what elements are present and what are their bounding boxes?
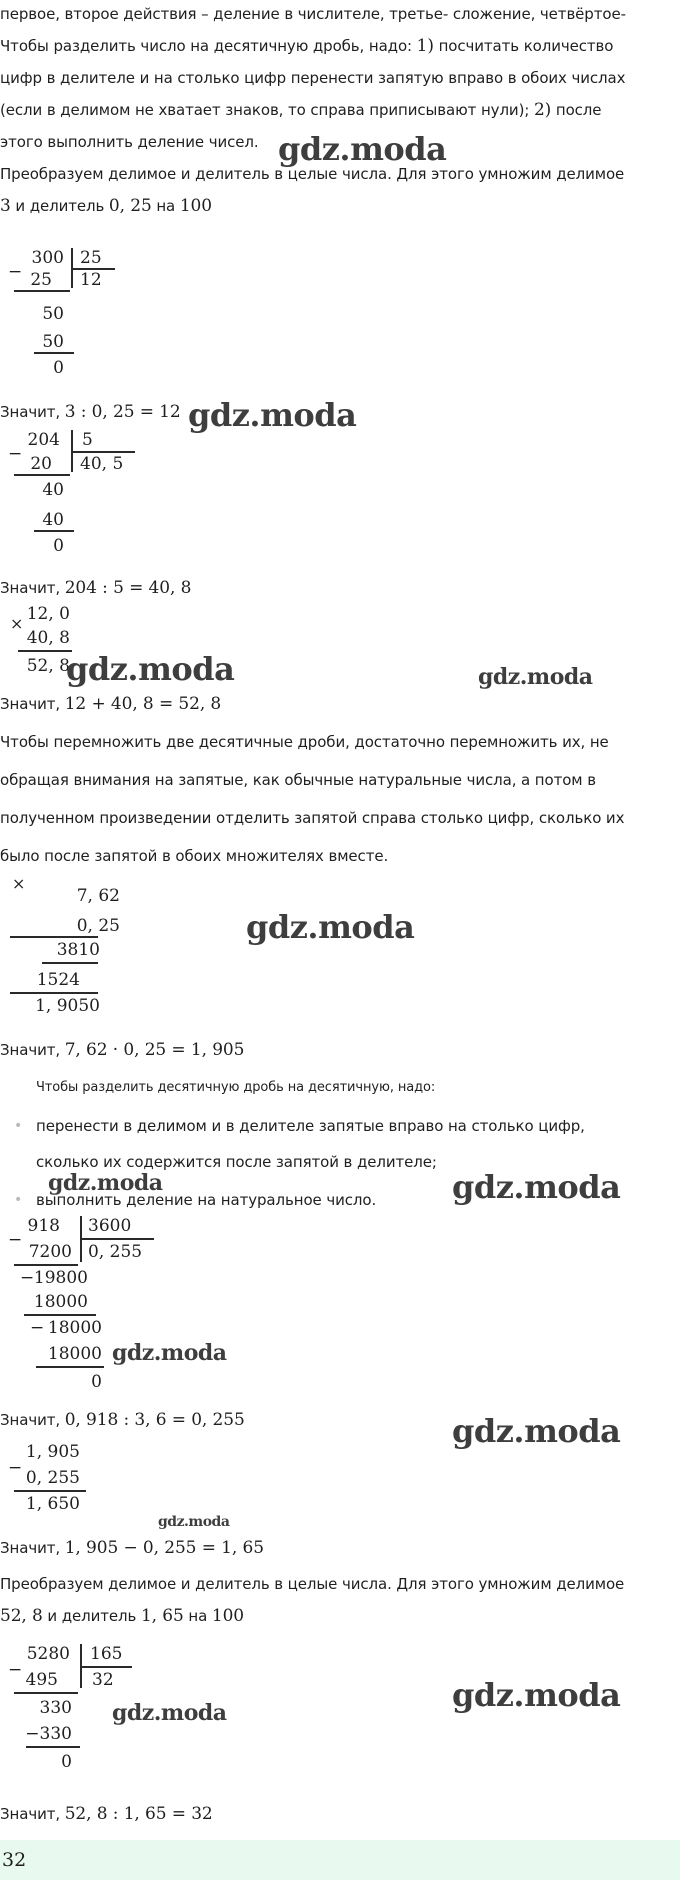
operand: 40, 8 bbox=[26, 628, 70, 648]
answer-box bbox=[0, 1840, 680, 1880]
rule-line bbox=[14, 1490, 86, 1492]
result-line bbox=[0, 1804, 213, 1824]
divisor-line bbox=[80, 1666, 132, 1668]
watermark: gdz.moda bbox=[452, 1412, 621, 1450]
operation-sign: × bbox=[10, 614, 24, 633]
result-line bbox=[0, 1040, 244, 1060]
rule-line bbox=[14, 1264, 78, 1266]
subtrahend: 18000 bbox=[33, 1292, 88, 1312]
minus-sign: − bbox=[8, 444, 23, 464]
text: посчитать количество bbox=[433, 37, 614, 55]
paragraph-line: Преобразуем делимое и делитель в целые числа. Для этого умножим делимое bbox=[0, 1575, 625, 1593]
watermark: gdz.moda bbox=[452, 1676, 621, 1714]
text: на bbox=[151, 197, 180, 215]
intro-line bbox=[0, 36, 613, 56]
watermark: gdz.moda bbox=[112, 1340, 227, 1366]
rule-line-text: Чтобы перемножить две десятичные дроби, достаточно перемножить их, не bbox=[0, 733, 609, 751]
rule-line bbox=[10, 936, 98, 938]
factor: 7, 62 bbox=[76, 886, 120, 906]
subtrahend: 20 bbox=[30, 454, 52, 474]
answer-value: 32 bbox=[2, 1849, 27, 1871]
number: 3 bbox=[0, 196, 11, 216]
rule-line bbox=[14, 290, 70, 292]
dividend: 300 bbox=[31, 248, 64, 268]
minus-sign: − bbox=[8, 262, 23, 282]
result-line bbox=[0, 694, 221, 714]
rule-line bbox=[34, 530, 74, 532]
text: на bbox=[183, 1607, 212, 1625]
partial-product: 3810 bbox=[56, 940, 100, 960]
difference: 1, 650 bbox=[25, 1494, 80, 1514]
rule-line bbox=[26, 1746, 80, 1748]
result-line bbox=[0, 1410, 245, 1430]
subtrahend: 0, 255 bbox=[25, 1468, 80, 1488]
text: Значит, bbox=[0, 403, 65, 421]
equation: 7, 62 · 0, 25 = 1, 905 bbox=[64, 1040, 245, 1060]
product: 1, 9050 bbox=[35, 996, 100, 1016]
sum: 52, 8 bbox=[26, 656, 70, 676]
text: Значит, bbox=[0, 695, 65, 713]
intro-line: первое, второе действия – деление в числителе, третье- сложение, четвёртое- bbox=[0, 5, 626, 23]
bullet-text: перенести в делимом и в делителе запятые вправо на столько цифр, bbox=[36, 1117, 585, 1135]
watermark: gdz.moda bbox=[246, 908, 415, 946]
text: Чтобы разделить число на десятичную дробь, надо: bbox=[0, 37, 417, 55]
minus-sign: − bbox=[30, 1318, 45, 1338]
number: 100 bbox=[211, 1606, 245, 1626]
minus-sign: − bbox=[8, 1660, 23, 1680]
subtrahend: 50 bbox=[42, 332, 64, 352]
subtrahend: 25 bbox=[30, 270, 52, 290]
intro-line bbox=[0, 100, 601, 120]
rule-line bbox=[14, 1692, 78, 1694]
result-line bbox=[0, 402, 181, 422]
watermark: gdz.moda bbox=[66, 650, 235, 688]
result-line bbox=[0, 578, 191, 598]
factor: 0, 25 bbox=[76, 916, 120, 936]
rule-heading: Чтобы разделить десятичную дробь на десятичную, надо: bbox=[36, 1080, 436, 1095]
bullet-text: выполнить деление на натуральное число. bbox=[36, 1191, 377, 1209]
divisor: 3600 bbox=[88, 1216, 132, 1236]
rule-line-text: полученном произведении отделить запятой справа столько цифр, сколько их bbox=[0, 809, 625, 827]
operand: 12, 0 bbox=[26, 604, 70, 624]
subtrahend: 7200 bbox=[28, 1242, 72, 1262]
text: и делитель bbox=[10, 197, 109, 215]
watermark: gdz.moda bbox=[158, 1514, 230, 1530]
watermark: gdz.moda bbox=[188, 396, 357, 434]
text: Значит, bbox=[0, 1539, 65, 1557]
result-line bbox=[0, 1538, 264, 1558]
text: (если в делимом не хватает знаков, то справа приписывают нули); bbox=[0, 101, 534, 119]
rule-line bbox=[10, 992, 98, 994]
divisor-line bbox=[71, 451, 135, 453]
minus-sign: − bbox=[8, 1230, 23, 1250]
bullet-text: сколько их содержится после запятой в делителе; bbox=[36, 1153, 437, 1171]
equation: 3 : 0, 25 = 12 bbox=[64, 402, 181, 422]
subtrahend: 495 bbox=[25, 1670, 58, 1690]
watermark: gdz.moda bbox=[278, 130, 447, 168]
paragraph-line bbox=[0, 1606, 244, 1626]
divisor: 5 bbox=[82, 430, 93, 450]
equation: 1, 905 − 0, 255 = 1, 65 bbox=[64, 1538, 264, 1558]
remainder: 0 bbox=[91, 1372, 102, 1392]
dividend: 5280 bbox=[26, 1644, 70, 1664]
intro-line bbox=[0, 196, 212, 216]
subtrahend: −330 bbox=[25, 1724, 72, 1744]
remainder: 40 bbox=[42, 480, 64, 500]
equation: 204 : 5 = 40, 8 bbox=[64, 578, 192, 598]
equation: 0, 918 : 3, 6 = 0, 255 bbox=[64, 1410, 245, 1430]
minuend: 1, 905 bbox=[25, 1442, 80, 1462]
minus-sign: − bbox=[8, 1458, 23, 1478]
divisor: 25 bbox=[80, 248, 102, 268]
rule-line bbox=[14, 474, 70, 476]
bullet: • bbox=[14, 1118, 23, 1134]
remainder: 0 bbox=[53, 358, 64, 378]
divisor: 165 bbox=[90, 1644, 123, 1664]
step-number: 2) bbox=[533, 100, 552, 120]
divisor-line bbox=[80, 1238, 154, 1240]
remainder: 0 bbox=[53, 536, 64, 556]
quotient: 0, 255 bbox=[88, 1242, 143, 1262]
number: 1, 65 bbox=[140, 1606, 184, 1626]
intro-line: цифр в делителе и на столько цифр перенести запятую вправо в обоих числах bbox=[0, 69, 626, 87]
remainder: 18000 bbox=[47, 1318, 102, 1338]
rule-line-text: обращая внимания на запятые, как обычные натуральные числа, а потом в bbox=[0, 771, 596, 789]
rule-line bbox=[42, 962, 98, 964]
equation: 52, 8 : 1, 65 = 32 bbox=[64, 1804, 213, 1824]
minus-sign: − bbox=[20, 1268, 35, 1288]
intro-line: Преобразуем делимое и делитель в целые числа. Для этого умножим делимое bbox=[0, 165, 625, 183]
rule-line bbox=[36, 1366, 104, 1368]
text: и делитель bbox=[42, 1607, 141, 1625]
dividend: 204 bbox=[27, 430, 60, 450]
text: Значит, bbox=[0, 1041, 65, 1059]
subtrahend: 18000 bbox=[47, 1344, 102, 1364]
text: Значит, bbox=[0, 579, 65, 597]
multiply-sign: × bbox=[12, 874, 26, 893]
rule-line bbox=[18, 650, 72, 652]
watermark: gdz.moda bbox=[478, 664, 593, 690]
equation: 12 + 40, 8 = 52, 8 bbox=[64, 694, 222, 714]
intro-line: этого выполнить деление чисел. bbox=[0, 133, 259, 151]
number: 0, 25 bbox=[108, 196, 152, 216]
dividend: 918 bbox=[27, 1216, 60, 1236]
text: Значит, bbox=[0, 1411, 65, 1429]
quotient: 40, 5 bbox=[80, 454, 124, 474]
text: Значит, bbox=[0, 1805, 65, 1823]
remainder: 330 bbox=[39, 1698, 72, 1718]
rule-line bbox=[34, 352, 74, 354]
remainder: 50 bbox=[42, 304, 64, 324]
quotient: 12 bbox=[80, 270, 102, 290]
rule-line-text: было после запятой в обоих множителях вместе. bbox=[0, 847, 389, 865]
partial-product: 1524 bbox=[36, 970, 80, 990]
number: 52, 8 bbox=[0, 1606, 43, 1626]
remainder: 0 bbox=[61, 1752, 72, 1772]
watermark: gdz.moda bbox=[112, 1700, 227, 1726]
watermark: gdz.moda bbox=[452, 1168, 621, 1206]
remainder: 19800 bbox=[33, 1268, 88, 1288]
text: после bbox=[551, 101, 602, 119]
number: 100 bbox=[179, 196, 212, 216]
step-number: 1) bbox=[416, 36, 434, 56]
rule-line bbox=[24, 1314, 96, 1316]
subtrahend: 40 bbox=[42, 510, 64, 530]
bullet: • bbox=[14, 1192, 23, 1208]
quotient: 32 bbox=[92, 1670, 114, 1690]
watermark: gdz.moda bbox=[48, 1170, 163, 1196]
